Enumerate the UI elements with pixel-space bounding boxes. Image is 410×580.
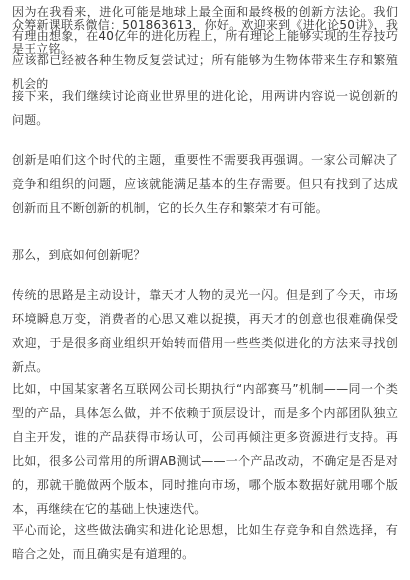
article-paragraph-traditional-approach: 传统的思路是主动设计，靠天才人物的灵光一闪。但是到了今天，市场环境瞬息万变，消费者的心思又难以捉摸，再天才的创意也很难确保受欢迎，于是很多商业组织开始转而借用一些些类似进化的方法来寻找创新点。 [12, 288, 398, 374]
article-paragraph-topic: 接下来，我们继续讨论商业世界里的进化论，用两讲内容说一说创新的问题。 [12, 89, 398, 127]
article-paragraph-evolution-methodology: 因为在我看来，进化可能是地球上最全面和最终极的创新方法论。我们有理由想象，在40亿年的进化历程上，所有理论上能够实现的生存技巧应该都已经被各种生物反复尝试过；所有能够为生物体带来生存和繁殖机会的 [12, 5, 398, 91]
article-paragraph-innovation-theme: 创新是咱们这个时代的主题，重要性不需要我再强调。一家公司解决了竞争和组织的问题，应该就能满足基本的生存需要。但只有找到了达成创新而且不断创新的机制，它的长久生存和繁荣才有可能。 [12, 153, 398, 215]
article-paragraph-examples: 比如，中国某家著名互联网公司长期执行“内部赛马”机制——同一个类型的产品，具体怎么做，并不依赖于顶层设计，而是多个内部团队独立自主开发，谁的产品获得市场认可，公司再倾注更多资源进行支持。再比如，很多公司常用的所谓AB测试——一个产品改动，不确定是否是对的，那就干脆做两个版本，同时推向市场，哪个版本数据好就用哪个版本，再继续在它的基础上快速迭代。 [12, 382, 398, 516]
article-paragraph-evaluation: 平心而论，这些做法确实和进化论思想，比如生存竞争和自然选择，有暗合之处，而且确实是有道理的。 [12, 523, 398, 561]
article-paragraph-intro: 众筹新课联系微信：501863613，你好。欢迎来到《进化论50讲》，我是王立铭。 [12, 18, 398, 56]
article-paragraph-question: 那么，到底如何创新呢？ [12, 248, 146, 262]
